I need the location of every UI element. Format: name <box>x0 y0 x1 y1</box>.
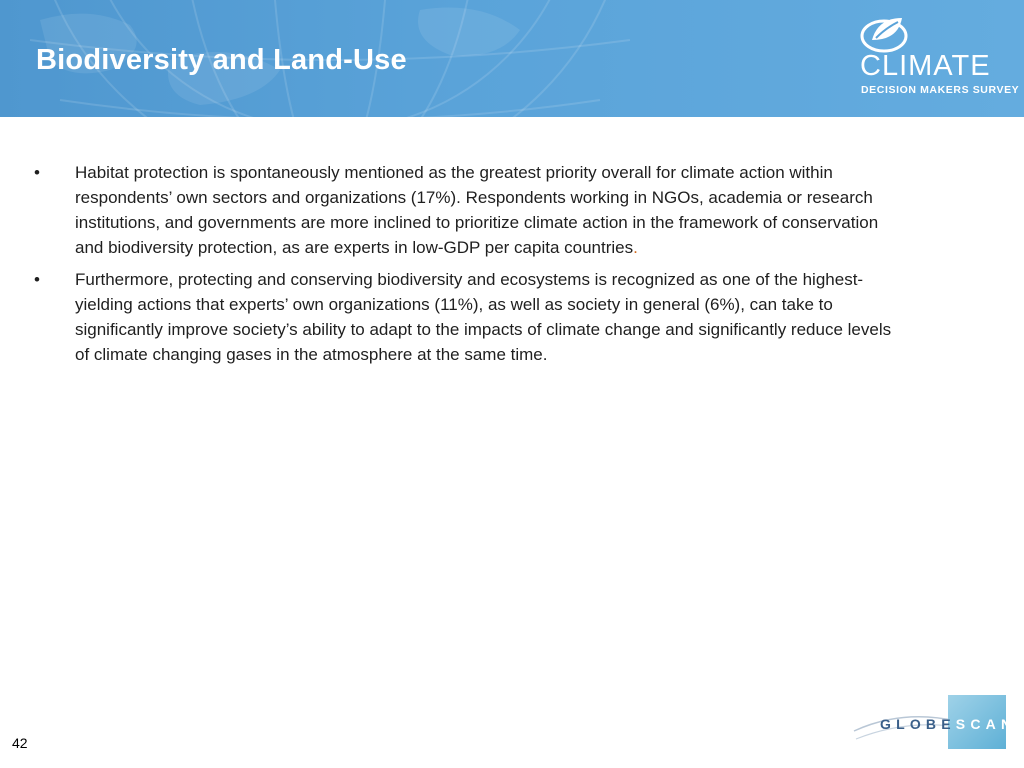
globescan-logo <box>852 695 1017 751</box>
bullet-item <box>34 160 892 260</box>
brand-part-globe: GLOBE <box>880 716 956 732</box>
logo-wordmark: CLIMATE <box>860 50 991 82</box>
bullet-marker: • <box>34 163 40 182</box>
bullet-marker: • <box>34 270 40 289</box>
bullet-text-end: . <box>633 238 638 257</box>
page-number: 42 <box>12 735 28 751</box>
bullet-text-body: Habitat protection is spontaneously mentioned as the greatest priority overall for climate action within respondents’ own sectors and organizations (17%). Respondents working in NGOs, academia or research institutions, and governments are more inclined to prioritize climate action in the framework of conservation and biodiversity protection, as are experts in low-GDP per capita countries <box>75 163 879 257</box>
header-banner <box>0 0 1024 117</box>
logo-subtitle: DECISION MAKERS SURVEY <box>861 84 1020 96</box>
page-title: Biodiversity and Land-Use <box>36 44 407 76</box>
leaf-globe-icon <box>858 14 912 54</box>
bullet-list <box>34 160 892 374</box>
bullet-text: Furthermore, protecting and conserving biodiversity and ecosystems is recognized as one of the highest-yielding actions that experts’ own organizations (11%), as well as society in general (6%), can take to significantly improve society’s ability to adapt to the impacts of climate change and significantly reduce levels of climate changing gases in the atmosphere at the same time. <box>75 270 892 364</box>
brand-part-scan: SCAN <box>955 716 1017 732</box>
bullet-text <box>75 160 892 260</box>
climate-survey-logo <box>850 12 1020 104</box>
globescan-wordmark <box>880 716 1016 732</box>
bullet-item <box>34 267 892 367</box>
